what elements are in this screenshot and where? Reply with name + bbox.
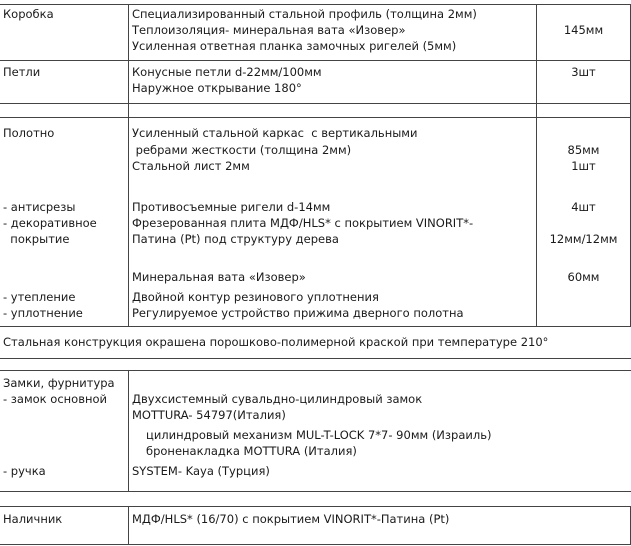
row-description: Конусные петли d-22мм/100мм: [132, 65, 322, 79]
row-quantity: 1шт: [571, 159, 596, 173]
row-quantity: 3шт: [571, 65, 596, 79]
row-quantity: 12мм/12мм: [549, 232, 618, 246]
row-description: Теплоизоляция- минеральная вата «Изовер»: [132, 23, 406, 37]
row-description: Специализированный стальной профиль (толщина 2мм): [132, 7, 477, 21]
coating-note: Стальная конструкция окрашена порошково-полимерной краской при температуре 210°: [3, 335, 549, 349]
row-description: Регулируемое устройство прижима дверного полотна: [132, 306, 464, 320]
row-description: Усиленная ответная планка замочных ригелей (5мм): [132, 39, 457, 53]
row-description: Патина (Pt) под структуру дерева: [132, 232, 339, 246]
row-label: - утепление: [3, 290, 76, 304]
row-label: - декоративное: [3, 216, 97, 230]
row-label: Полотно: [3, 126, 55, 140]
row-quantity: 4шт: [571, 200, 596, 214]
row-description: Усиленный стальной каркас с вертикальными: [132, 126, 418, 140]
row-description: Двухсистемный сувальдно-цилиндровый замок: [132, 392, 423, 406]
row-label: - антисрезы: [3, 200, 76, 214]
row-description: MOTTURA- 54797(Италия): [132, 408, 286, 422]
row-label: покрытие: [3, 232, 70, 246]
rule: [128, 370, 129, 491]
row-label: Замки, фурнитура: [3, 376, 115, 390]
row-label: Наличник: [3, 512, 63, 526]
row-description: броненакладка MOTTURA (Италия): [146, 444, 357, 458]
row-quantity: 60мм: [567, 270, 600, 284]
rule: [0, 326, 631, 327]
row-label: - ручка: [3, 464, 46, 478]
row-label: Петли: [3, 65, 41, 79]
rule: [0, 491, 631, 492]
row-description: Минеральная вата «Изовер»: [132, 270, 306, 284]
row-quantity: 85мм: [567, 143, 600, 157]
row-description: ребрами жесткости (толщина 2мм): [132, 143, 352, 157]
row-quantity: 145мм: [563, 23, 604, 37]
rule: [0, 358, 631, 359]
row-description: цилиндровый механизм MUL-T-LOCK 7*7- 90мм (Израиль): [146, 428, 492, 442]
rule: [0, 544, 631, 545]
row-description: Наружное открывание 180°: [132, 81, 302, 95]
row-description: SYSTEM- Kaya (Турция): [132, 464, 270, 478]
row-description: МДФ/HLS* (16/70) с покрытием VINORIT*-Патина (Pt): [132, 512, 450, 526]
row-description: Противосъемные ригели d-14мм: [132, 200, 331, 214]
row-description: Фрезерованная плита МДФ/HLS* с покрытием VINORIT*-: [132, 216, 474, 230]
row-label: - уплотнение: [3, 306, 83, 320]
rule: [0, 370, 631, 371]
row-label: Коробка: [3, 7, 54, 21]
rule: [128, 506, 129, 544]
row-description: Стальной лист 2мм: [132, 159, 250, 173]
row-description: Двойной контур резинового уплотнения: [132, 290, 379, 304]
row-label: - замок основной: [3, 392, 107, 406]
rule: [0, 506, 631, 507]
rule: [128, 4, 129, 326]
